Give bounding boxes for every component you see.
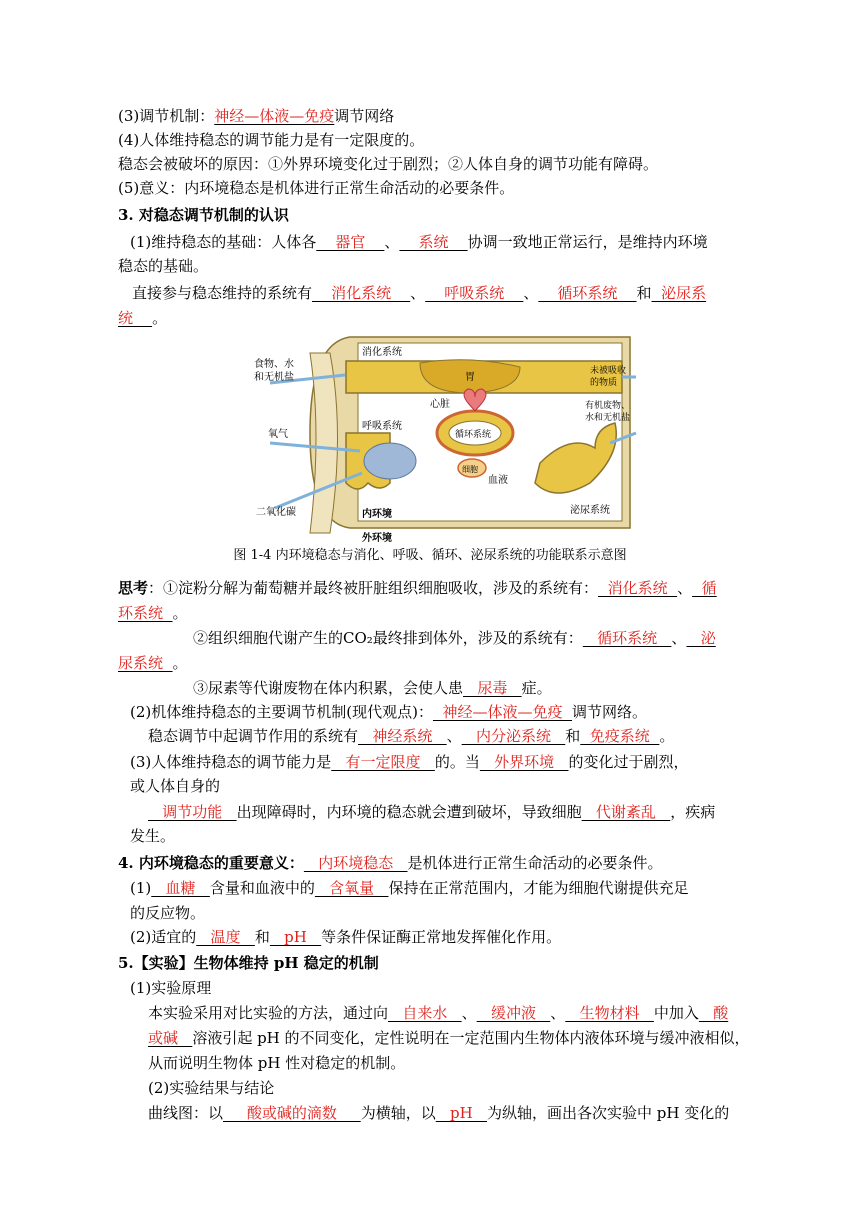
line-text: 含量和血液中的 [209, 879, 315, 897]
answer-blank: 尿毒 [463, 679, 522, 697]
line-text: ③尿素等代谢废物在体内积累，会使人患 [193, 679, 464, 697]
line-text: 是机体进行正常生命活动的必要条件。 [407, 854, 663, 872]
text-line [0, 676, 860, 700]
line-text: (1)实验原理 [130, 979, 212, 997]
answer-blank: 内环境稳态 [303, 854, 408, 872]
label-waste-2: 水和无机盐 [585, 413, 631, 423]
label-unabsorbed: 未被吸收 [590, 366, 627, 376]
text-line [0, 1001, 860, 1025]
answer-blank: pH [269, 928, 322, 946]
line-text: 的变化过于剧烈， [568, 753, 689, 771]
line-text: 协调一致地正常运行，是维持内环境 [467, 233, 708, 251]
text-line [0, 724, 860, 748]
line-text: ，疾病 [670, 803, 716, 821]
label-food: 食物、水 [254, 359, 294, 370]
line-text: 3. 对稳态调节机制的认识 [118, 206, 289, 224]
line-text: 、 [677, 579, 693, 597]
line-text: 调节网络。 [572, 703, 648, 721]
line-text: 、 [671, 629, 687, 647]
text-line [0, 306, 860, 330]
line-text: (1) [130, 879, 152, 897]
line-text: 、 [523, 284, 539, 302]
line-text: 等条件保证酶正常地发挥催化作用。 [321, 928, 562, 946]
line-text: 。 [172, 604, 188, 622]
text-line [0, 104, 860, 128]
answer-blank: 神经—体液—免疫 [214, 107, 335, 125]
answer-blank: 系统 [399, 233, 468, 251]
line-text: 。 [659, 727, 675, 745]
answer-blank: 呼吸系统 [425, 284, 524, 302]
line-text: ：①淀粉分解为葡萄糖并最终被肝脏组织细胞吸收，涉及的系统有： [148, 579, 599, 597]
text-line [0, 800, 860, 824]
answer-blank: 统 [118, 309, 153, 327]
text-line [0, 576, 860, 600]
figure-caption: 图 1-4 内环境稳态与消化、呼吸、循环、泌尿系统的功能联系示意图 [233, 548, 627, 563]
text-line [0, 700, 860, 724]
text-line [0, 1051, 860, 1075]
text-line [0, 281, 860, 305]
line-text: 保持在正常范围内，才能为细胞代谢提供充足 [388, 879, 689, 897]
line-text: 和 [254, 928, 270, 946]
text-line [0, 128, 860, 152]
label-digestive: 消化系统 [362, 347, 402, 358]
answer-blank: 神经—体液—免疫 [432, 703, 573, 721]
answer-blank: pH [435, 1104, 488, 1122]
label-unabsorbed-2: 的物质 [590, 378, 618, 388]
answer-blank: 泌 [686, 629, 716, 647]
line-text: 溶液引起 pH 的不同变化，定性说明在一定范围内生物体内液体环境与缓冲液相似， [192, 1029, 750, 1047]
line-text: ②组织细胞代谢产生的CO₂最终排到体外，涉及的系统有： [193, 629, 583, 647]
answer-blank: 有一定限度 [331, 753, 435, 771]
line-text: 症。 [521, 679, 552, 697]
answer-blank: 含氧量 [314, 879, 389, 897]
line-text: 为横轴，以 [360, 1104, 436, 1122]
line-text: (3)人体维持稳态的调节能力是 [130, 753, 332, 771]
line-text: 稳态会被破坏的原因：①外界环境变化过于剧烈；②人体自身的调节功能有障碍。 [118, 155, 659, 173]
answer-blank: 调节功能 [148, 803, 237, 821]
answer-blank: 生物材料 [565, 1004, 654, 1022]
label-oxygen: 氧气 [268, 429, 288, 440]
line-text: 直接参与稳态维持的系统有 [132, 284, 313, 302]
line-text: 出现障碍时，内环境的稳态就会遭到破坏，导致细胞 [236, 803, 582, 821]
answer-blank: 消化系统 [598, 579, 678, 597]
line-text: 4. 内环境稳态的重要意义： [118, 854, 304, 872]
answer-blank: 消化系统 [312, 284, 411, 302]
text-line [0, 824, 860, 848]
answer-blank: 自来水 [388, 1004, 462, 1022]
label-heart: 心脏 [430, 399, 450, 410]
line-text: 。 [152, 309, 168, 327]
text-line [0, 951, 860, 975]
line-text: 稳态调节中起调节作用的系统有 [148, 727, 359, 745]
line-text: (2)机体维持稳态的主要调节机制(现代观点)： [130, 703, 433, 721]
label-waste: 有机废物、 [585, 401, 631, 411]
answer-blank: 酸或碱的滴数 [223, 1104, 361, 1122]
label-circulatory: 循环系统 [455, 430, 492, 440]
line-text: 5.【实验】生物体维持 pH 稳定的机制 [118, 954, 379, 972]
line-text: (1)维持稳态的基础：人体各 [130, 233, 317, 251]
line-text: 为纵轴，画出各次实验中 pH 变化的 [487, 1104, 730, 1122]
text-line [0, 901, 860, 925]
line-text: 思考 [118, 579, 149, 597]
line-text: 、 [550, 1004, 566, 1022]
line-text: 稳态的基础。 [118, 257, 209, 275]
text-line [0, 876, 860, 900]
line-text: 发生。 [130, 827, 176, 845]
answer-blank: 泌尿系 [651, 284, 707, 302]
line-text: 调节网络 [334, 107, 395, 125]
line-text: 、 [461, 1004, 477, 1022]
answer-blank: 循环系统 [582, 629, 672, 647]
line-text: 中加入 [653, 1004, 699, 1022]
line-text: 。 [172, 654, 188, 672]
line-text: (5)意义：内环境稳态是机体进行正常生命活动的必要条件。 [118, 179, 515, 197]
label-food-2: 和无机盐 [254, 372, 294, 383]
answer-blank: 尿系统 [118, 654, 173, 672]
text-line [0, 1076, 860, 1100]
line-text: 、 [384, 233, 400, 251]
answer-blank: 免疫系统 [580, 727, 660, 745]
line-text: (3)调节机制： [118, 107, 215, 125]
text-line [0, 152, 860, 176]
text-line [0, 1101, 860, 1125]
line-text: 的反应物。 [130, 904, 206, 922]
answer-blank: 血糖 [151, 879, 210, 897]
homeostasis-diagram [250, 333, 640, 545]
line-text: 本实验采用对比实验的方法，通过向 [148, 1004, 389, 1022]
line-text: 或人体自身的 [130, 777, 221, 795]
line-text: (2)适宜的 [130, 928, 197, 946]
text-line [0, 601, 860, 625]
label-cell: 细胞 [462, 465, 478, 474]
answer-blank: 温度 [196, 928, 255, 946]
line-text: (4)人体维持稳态的调节能力是有一定限度的。 [118, 131, 425, 149]
text-line [0, 203, 860, 227]
answer-blank: 或碱 [148, 1029, 193, 1047]
line-text: 、 [446, 727, 462, 745]
text-line [0, 626, 860, 650]
text-line [0, 230, 860, 254]
line-text: 的。当 [434, 753, 480, 771]
label-blood: 血液 [488, 475, 508, 486]
line-text: 曲线图：以 [148, 1104, 224, 1122]
text-line [0, 651, 860, 675]
text-line [0, 1026, 860, 1050]
label-co2: 二氧化碳 [256, 507, 296, 518]
line-text: (2)实验结果与结论 [148, 1079, 275, 1097]
text-line [0, 750, 860, 774]
answer-blank: 环系统 [118, 604, 173, 622]
line-text: 和 [565, 727, 581, 745]
text-line [0, 976, 860, 1000]
text-line [0, 774, 860, 798]
label-urinary: 泌尿系统 [570, 505, 610, 516]
answer-blank: 器官 [316, 233, 385, 251]
label-external: 外环境 [362, 533, 392, 544]
answer-blank: 神经系统 [358, 727, 447, 745]
answer-blank: 代谢紊乱 [581, 803, 671, 821]
lung-shape [364, 443, 416, 479]
answer-blank: 循环系统 [538, 284, 637, 302]
label-stomach: 胃 [465, 372, 475, 383]
line-text: 和 [636, 284, 652, 302]
answer-blank: 内分泌系统 [461, 727, 566, 745]
line-text: 、 [410, 284, 426, 302]
label-respiratory: 呼吸系统 [362, 421, 402, 432]
answer-blank: 酸 [698, 1004, 729, 1022]
label-internal: 内环境 [362, 509, 392, 520]
text-line [0, 254, 860, 278]
text-line [0, 851, 860, 875]
text-line [0, 925, 860, 949]
line-text: 从而说明生物体 pH 性对稳定的机制。 [148, 1054, 406, 1072]
answer-blank: 外界环境 [479, 753, 569, 771]
answer-blank: 缓冲液 [476, 1004, 551, 1022]
answer-blank: 循 [692, 579, 717, 597]
text-line [0, 176, 860, 200]
